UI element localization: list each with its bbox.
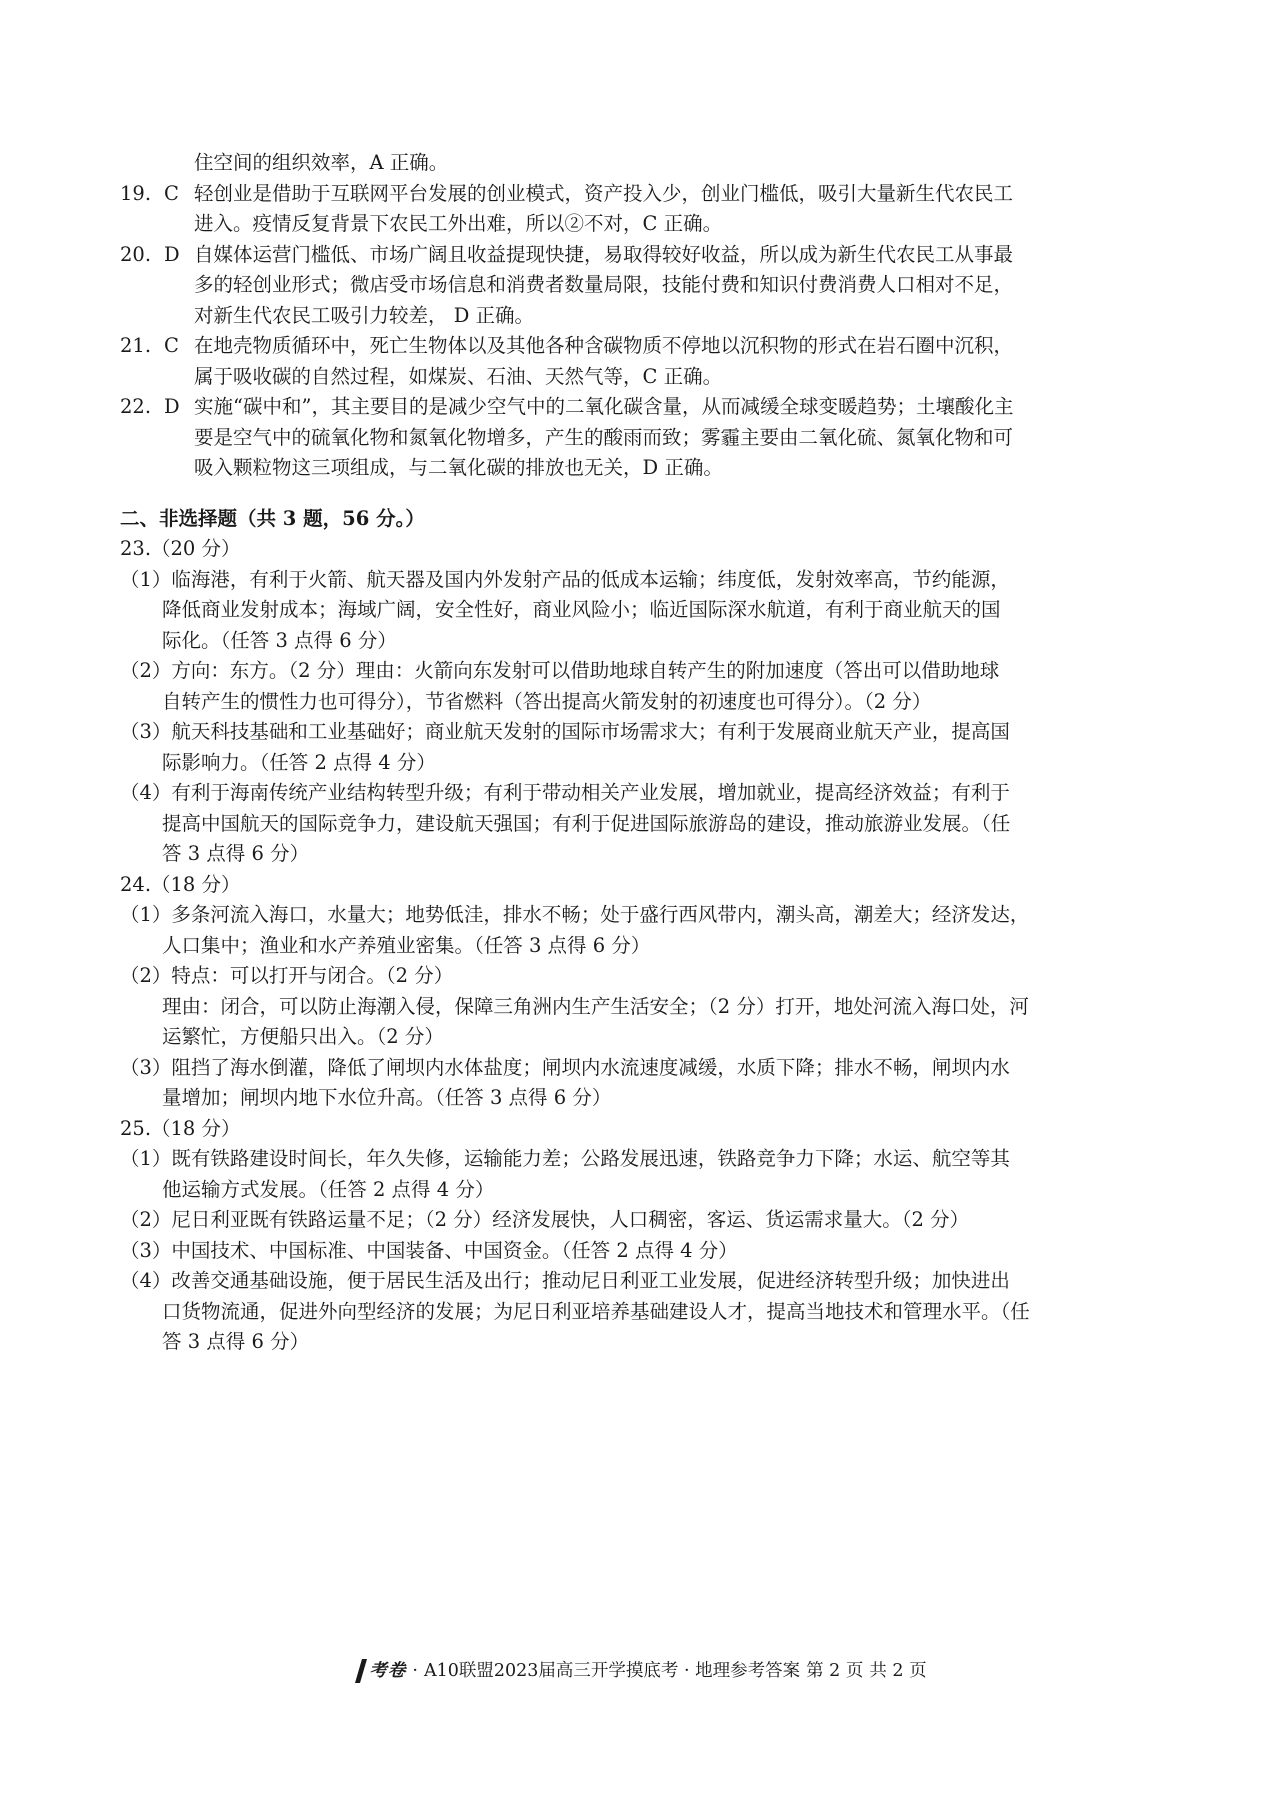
- sub-answer-label: （1）: [120, 567, 172, 591]
- sub-answer: [120, 778, 1160, 809]
- sub-answer-line: 特点：可以打开与闭合。（2 分）: [171, 964, 454, 987]
- mc-answer-item: [120, 179, 1160, 210]
- sub-answer-label: （1）: [120, 903, 172, 926]
- mc-answer-head: [120, 240, 194, 271]
- sub-answer-label: （3）: [120, 1238, 172, 1262]
- sub-answer: [120, 717, 1160, 748]
- sub-answer-line: 口货物流通，促进外向型经济的发展；为尼日利亚培养基础建设人才，提高当地技术和管理水平。（任: [162, 1299, 1030, 1323]
- sub-answer-label: （4）: [120, 1269, 172, 1292]
- sub-answer-line: 自转产生的惯性力也可得分），节省燃料（答出提高火箭发射的初速度也可得分）。（2 分）: [162, 689, 932, 713]
- sub-answer-label: （2）: [120, 659, 172, 682]
- question-heading: 24.（18 分）: [120, 872, 241, 896]
- sub-answer-continuation: [120, 992, 1160, 1023]
- sub-answer-label: （3）: [120, 1055, 172, 1079]
- sub-answer: [120, 961, 1160, 992]
- sub-answer-line: 际化。（任答 3 点得 6 分）: [162, 628, 397, 652]
- answer-explanation-line: 在地壳物质循环中，死亡生物体以及其他各种含碳物质不停地以沉积物的形式在岩石圈中沉积，: [194, 334, 1014, 357]
- answer-explanation-line: 属于吸收碳的自然过程，如煤炭、石油、天然气等，C 正确。: [194, 364, 723, 388]
- mc-answer-continuation: [120, 209, 1160, 240]
- sub-answer-continuation: [120, 931, 1160, 962]
- sub-answer-label: （1）: [120, 1147, 172, 1170]
- sub-answer: [120, 656, 1160, 687]
- sub-answer-line: 改善交通基础设施，便于居民生活及出行；推动尼日利亚工业发展，促进经济转型升级；加快进出: [171, 1269, 1010, 1292]
- question-heading: 25.（18 分）: [120, 1116, 241, 1140]
- brand-mark-icon: [353, 1658, 369, 1684]
- sub-answer-line: 降低商业发射成本；海域广阔，安全性好，商业风险小；临近国际深水航道，有利于商业航天的国: [162, 598, 1001, 621]
- answer-explanation-line: 轻创业是借助于互联网平台发展的创业模式，资产投入少，创业门槛低，吸引大量新生代农民工: [194, 181, 1014, 205]
- question-number: 19.: [120, 181, 152, 205]
- footer-separator: ·: [412, 1661, 418, 1681]
- sub-answer-line: 他运输方式发展。（任答 2 点得 4 分）: [162, 1177, 495, 1201]
- mc-continuation-text: 住空间的组织效率，A 正确。: [194, 151, 449, 174]
- answer-explanation-line: 吸入颗粒物这三项组成，与二氧化碳的排放也无关，D 正确。: [194, 456, 723, 479]
- sub-answer-label: （2）: [120, 964, 172, 987]
- sub-answer-continuation: [120, 839, 1160, 870]
- sub-answer-line: 阻挡了海水倒灌，降低了闸坝内水体盐度；闸坝内水流速度减缓，水质下降；排水不畅，闸坝内水: [171, 1055, 1010, 1079]
- mc-answer-head: [120, 331, 194, 362]
- answer-explanation-line: 自媒体运营门槛低、市场广阔且收益提现快捷，易取得较好收益，所以成为新生代农民工从事最: [194, 242, 1014, 266]
- sub-answer: [120, 1266, 1160, 1297]
- brand-name: 考卷: [369, 1661, 407, 1681]
- answer-explanation-line: 对新生代农民工吸引力较差， D 正确。: [194, 303, 535, 327]
- sub-answer-continuation: [120, 748, 1160, 779]
- sub-answer-line: 既有铁路建设时间长，年久失修，运输能力差；公路发展迅速，铁路竞争力下降；水运、航空等其: [171, 1147, 1010, 1170]
- mc-answer-head: [120, 392, 194, 423]
- sub-answer-line: 人口集中；渔业和水产养殖业密集。（任答 3 点得 6 分）: [162, 933, 651, 957]
- mc-answer-list: [120, 179, 1160, 484]
- mc-answer-continuation: [120, 270, 1160, 301]
- sub-answer-continuation: [120, 1022, 1160, 1053]
- sub-answer: [120, 1205, 1160, 1236]
- question-number: 20.: [120, 242, 152, 266]
- answer-explanation-line: 要是空气中的硫氧化物和氮氧化物增多，产生的酸雨而致；雾霾主要由二氧化硫、氮氧化物和可: [194, 425, 1014, 449]
- sub-answer-line: 理由：闭合，可以防止海潮入侵，保障三角洲内生产生活安全；（2 分）打开，地处河流入海口处，河: [162, 994, 1029, 1018]
- sub-answer-label: （2）: [120, 1208, 172, 1231]
- mc-continuation-line: [120, 148, 1160, 179]
- answer-letter: D: [164, 242, 180, 266]
- sub-answer-continuation: [120, 1297, 1160, 1328]
- sub-answer-line: 量增加；闸坝内地下水位升高。（任答 3 点得 6 分）: [162, 1086, 612, 1109]
- sub-answer-line: 答 3 点得 6 分）: [162, 842, 310, 865]
- answer-letter: D: [164, 395, 180, 418]
- sub-answer-continuation: [120, 1175, 1160, 1206]
- answer-letter: C: [164, 334, 179, 357]
- sub-answer-continuation: [120, 595, 1160, 626]
- sub-answer-line: 临海港，有利于火箭、航天器及国内外发射产品的低成本运输；纬度低，发射效率高，节约能源，: [171, 567, 1010, 591]
- answer-explanation-line: 实施“碳中和”，其主要目的是减少空气中的二氧化碳含量，从而减缓全球变暖趋势；土壤酸化主: [194, 395, 1014, 418]
- sub-answer-continuation: [120, 1083, 1160, 1114]
- question-number: 21.: [120, 334, 152, 357]
- sub-answer: [120, 1053, 1160, 1084]
- mc-answer-item: [120, 392, 1160, 423]
- question-list: [120, 534, 1160, 1358]
- sub-answer: [120, 900, 1160, 931]
- mc-answer-continuation: [120, 423, 1160, 454]
- sub-answer: [120, 565, 1160, 596]
- answer-explanation-line: 多的轻创业形式；微店受市场信息和消费者数量局限，技能付费和知识付费消费人口相对不足，: [194, 273, 1014, 296]
- mc-answer-item: [120, 240, 1160, 271]
- answer-content: [120, 148, 1160, 1358]
- section-title: 二、非选择题（共 3 题，56 分。）: [120, 506, 425, 530]
- sub-answer-line: 答 3 点得 6 分）: [162, 1330, 310, 1353]
- sub-answer-label: （4）: [120, 781, 172, 804]
- sub-answer-line: 尼日利亚既有铁路运量不足；（2 分）经济发展快，人口稠密，客运、货运需求量大。（2 分）: [171, 1208, 970, 1231]
- sub-answer-label: （3）: [120, 720, 172, 743]
- mc-answer-continuation: [120, 362, 1160, 393]
- mc-answer-continuation: [120, 453, 1160, 484]
- sub-answer-continuation: [120, 1327, 1160, 1358]
- answer-explanation-line: 进入。疫情反复背景下农民工外出难，所以②不对，C 正确。: [194, 212, 723, 235]
- sub-answer: [120, 1236, 1160, 1267]
- sub-answer-line: 多条河流入海口，水量大；地势低洼，排水不畅；处于盛行西风带内，潮头高，潮差大；经济发达，: [171, 903, 1030, 926]
- footer-title: A10联盟2023届高三开学摸底考 · 地理参考答案: [423, 1661, 801, 1681]
- question-number: 22.: [120, 395, 152, 418]
- sub-answer-line: 方向：东方。（2 分）理由：火箭向东发射可以借助地球自转产生的附加速度（答出可以借助地球: [171, 659, 1000, 682]
- sub-answer-continuation: [120, 687, 1160, 718]
- sub-answer-line: 中国技术、中国标准、中国装备、中国资金。（任答 2 点得 4 分）: [171, 1238, 738, 1262]
- mc-answer-continuation: [120, 301, 1160, 332]
- mc-answer-item: [120, 331, 1160, 362]
- footer-line: [353, 1658, 926, 1684]
- sub-answer-line: 航天科技基础和工业基础好；商业航天发射的国际市场需求大；有利于发展商业航天产业，提高国: [171, 720, 1010, 743]
- answer-letter: C: [164, 181, 179, 205]
- sub-answer-continuation: [120, 626, 1160, 657]
- footer-page-total: 共 2 页: [869, 1661, 927, 1681]
- question-heading: 23.（20 分）: [120, 537, 241, 560]
- sub-answer-line: 提高中国航天的国际竞争力，建设航天强国；有利于促进国际旅游岛的建设，推动旅游业发展。（任: [162, 811, 1011, 835]
- mc-answer-head: [120, 179, 194, 210]
- footer-page-number: 第 2 页: [806, 1661, 864, 1681]
- sub-answer-line: 有利于海南传统产业结构转型升级；有利于带动相关产业发展，增加就业，提高经济效益；有利于: [171, 781, 1010, 804]
- sub-answer-line: 际影响力。（任答 2 点得 4 分）: [162, 750, 436, 774]
- sub-answer-line: 运繁忙，方便船只出入。（2 分）: [162, 1025, 444, 1048]
- sub-answer: [120, 1144, 1160, 1175]
- page-footer: [0, 1658, 1280, 1692]
- sub-answer-continuation: [120, 809, 1160, 840]
- brand-logo: [353, 1658, 406, 1684]
